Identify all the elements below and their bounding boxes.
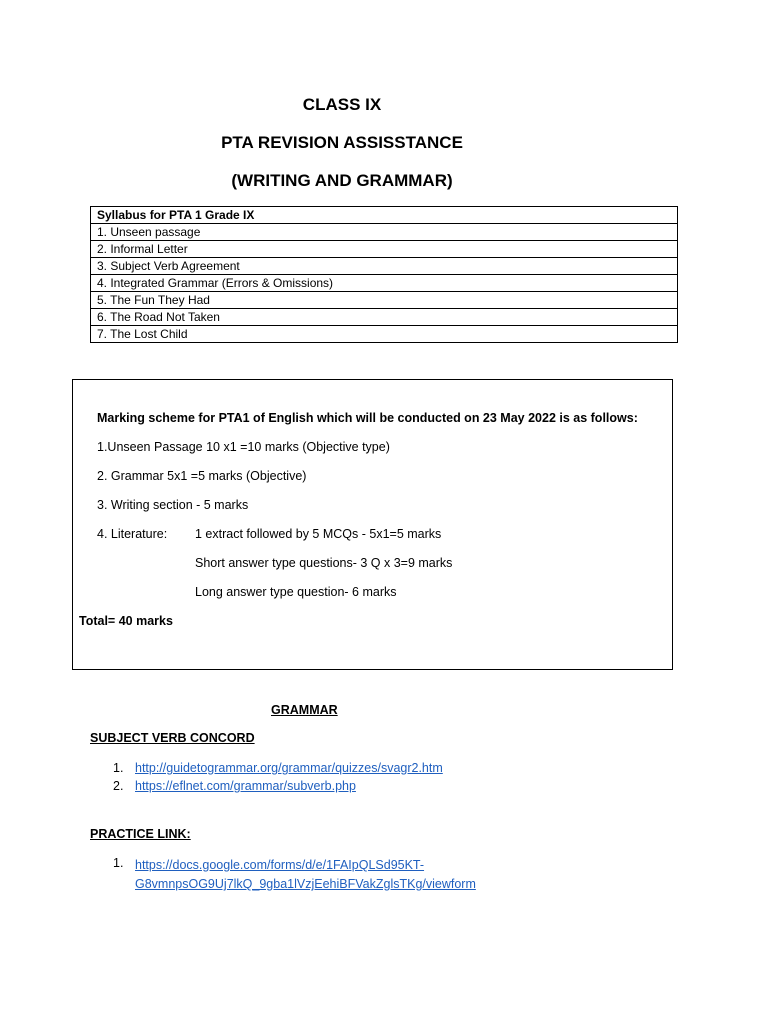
grammar-title: GRAMMAR [271,703,338,717]
class-title: CLASS IX [302,95,382,114]
guidetogrammar-link[interactable]: http://guidetogrammar.org/grammar/quizzes/svagr2.htm [135,761,443,775]
syllabus-heading: Syllabus for PTA 1 Grade IX [91,207,678,224]
practice-link-title: PRACTICE LINK: [90,827,191,841]
table-row [91,292,678,309]
list-number: 1. [113,856,124,870]
syllabus-item: 3. Subject Verb Agreement [91,258,678,275]
marking-line-writing: 3. Writing section - 5 marks [97,498,249,512]
table-row [91,258,678,275]
writing-grammar-title: (WRITING AND GRAMMAR) [231,171,453,190]
syllabus-header-row [91,207,678,224]
marking-scheme-box [72,379,673,670]
marking-scheme-heading: Marking scheme for PTA1 of English which will be conducted on 23 May 2022 is as follows: [97,411,638,425]
google-form-link-line2[interactable]: G8vmnpsOG9Uj7lkQ_9gba1lVzjEehiBFVakZglsTKg/viewform [135,877,476,891]
syllabus-item: 2. Informal Letter [91,241,678,258]
revision-title: PTA REVISION ASSISSTANCE [221,133,463,152]
marking-total: Total= 40 marks [79,614,173,628]
table-row [91,275,678,292]
table-row [91,309,678,326]
syllabus-item: 4. Integrated Grammar (Errors & Omissions) [91,275,678,292]
google-form-link-line1[interactable]: https://docs.google.com/forms/d/e/1FAIpQLSd95KT- [135,858,425,872]
marking-line-grammar: 2. Grammar 5x1 =5 marks (Objective) [97,469,307,483]
marking-line-literature-label: 4. Literature: [97,527,168,541]
list-number: 1. [113,761,124,775]
marking-line-short-answer: Short answer type questions- 3 Q x 3=9 marks [195,556,453,570]
syllabus-item: 5. The Fun They Had [91,292,678,309]
list-number: 2. [113,779,124,793]
marking-line-unseen: 1.Unseen Passage 10 x1 =10 marks (Objective type) [97,440,390,454]
table-row [91,241,678,258]
subject-verb-concord-title: SUBJECT VERB CONCORD [90,731,255,745]
syllabus-item: 1. Unseen passage [91,224,678,241]
table-row [91,326,678,343]
table-row [91,224,678,241]
eflnet-link[interactable]: https://eflnet.com/grammar/subverb.php [135,779,356,793]
syllabus-table [90,206,678,343]
marking-line-long-answer: Long answer type question- 6 marks [195,585,397,599]
syllabus-item: 6. The Road Not Taken [91,309,678,326]
syllabus-item: 7. The Lost Child [91,326,678,343]
google-form-link[interactable] [135,856,555,894]
marking-line-literature-extract: 1 extract followed by 5 MCQs - 5x1=5 marks [195,527,442,541]
